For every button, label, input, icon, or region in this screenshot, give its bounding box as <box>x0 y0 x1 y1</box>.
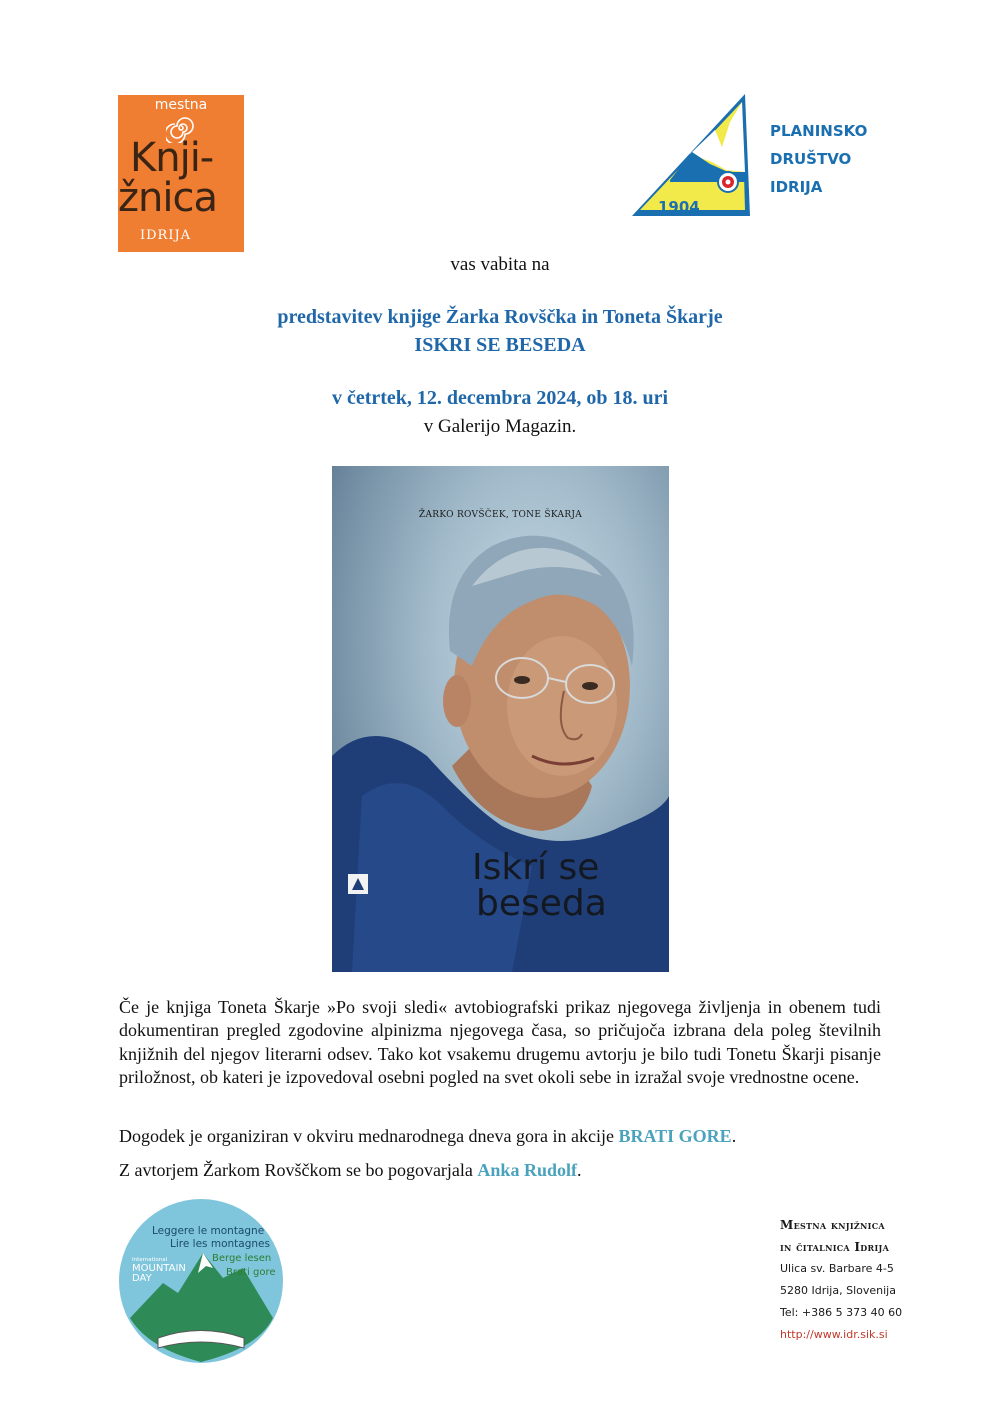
publisher-mark-icon <box>348 874 368 894</box>
moderator-text: Z avtorjem Žarkom Rovščkom se bo pogovarjala <box>119 1160 478 1180</box>
organization-text: Dogodek je organiziran v okviru mednarodnega dneva gora in akcije <box>119 1126 619 1146</box>
mday-line-1: Leggere le montagne <box>152 1225 265 1237</box>
organization-paragraph <box>119 1125 881 1148</box>
mday-line-3: Berge lesen <box>212 1253 272 1264</box>
address-line: Mestna knjižnica <box>780 1218 885 1232</box>
mday-small: International <box>132 1257 168 1263</box>
library-address <box>780 1214 902 1346</box>
address-line: Ulica sv. Barbare 4-5 <box>780 1262 894 1275</box>
moderator-end: . <box>576 1160 582 1180</box>
phone: Tel: +386 5 373 40 60 <box>780 1306 903 1319</box>
invite-text: vas vabita na <box>450 254 550 275</box>
library-logo-top: mestna <box>154 97 208 113</box>
mday-line-2: Lire les montagnes <box>170 1238 270 1250</box>
cover-title-line2: beseda <box>476 883 607 924</box>
mountain-day-badge <box>118 1198 284 1364</box>
organization-end: . <box>731 1126 737 1146</box>
event-date: v četrtek, 12. decembra 2024, ob 18. uri <box>331 387 669 409</box>
mday-line-4: Brati gore <box>226 1267 276 1278</box>
event-title: predstavitev knjige Žarka Rovščka in Toneta Škarje <box>277 306 723 328</box>
website-link[interactable]: http://www.idr.sik.si <box>780 1328 888 1341</box>
alpine-club-name <box>770 117 867 201</box>
cover-authors: ŽARKO ROVŠČEK, TONE ŠKARJA <box>418 510 583 520</box>
alpine-club-name-line: DRUŠTVO <box>770 150 852 168</box>
library-logo-bottom: idrija <box>140 222 192 244</box>
moderator-name: Anka Rudolf <box>477 1160 577 1180</box>
alpine-club-name-line: IDRIJA <box>770 178 823 196</box>
moderator-paragraph <box>119 1159 881 1182</box>
address-line: 5280 Idrija, Slovenija <box>780 1284 896 1297</box>
event-venue: v Galerijo Magazin. <box>423 416 577 437</box>
library-logo <box>118 95 244 252</box>
book-title: ISKRI SE BESEDA <box>414 334 586 356</box>
mday-big1: MOUNTAIN <box>132 1263 186 1274</box>
library-logo-line2: žnica <box>118 175 217 221</box>
book-cover <box>332 466 669 972</box>
cover-title-line1: Iskrí se <box>472 847 600 888</box>
description-paragraph: Če je knjiga Toneta Škarje »Po svoji sledi« avtobiografski prikaz njegovega življenja in obenem tudi dokumentiran pregled zgodovine alpinizma njegovega časa, so pričujoča izbrana dela poleg številnih knjižnih del njegov literarni odsev. Tako kot vsakemu drugemu avtorju je bilo tudi Tonetu Škarji pisanje priložnost, ob kateri je izpovedoval osebni pogled na svet okoli sebe in izražal svoje vrednostne ocene. <box>119 997 881 1088</box>
alpine-club-year: 1904 <box>658 198 700 216</box>
alpine-club-name-line: PLANINSKO <box>770 122 868 140</box>
library-logo-line1: Knji- <box>130 135 214 181</box>
mday-big2: DAY <box>132 1273 152 1284</box>
alpine-club-logo <box>630 92 755 222</box>
address-line: in čitalnica Idrija <box>780 1240 890 1254</box>
brati-gore-link[interactable]: BRATI GORE <box>618 1126 732 1146</box>
